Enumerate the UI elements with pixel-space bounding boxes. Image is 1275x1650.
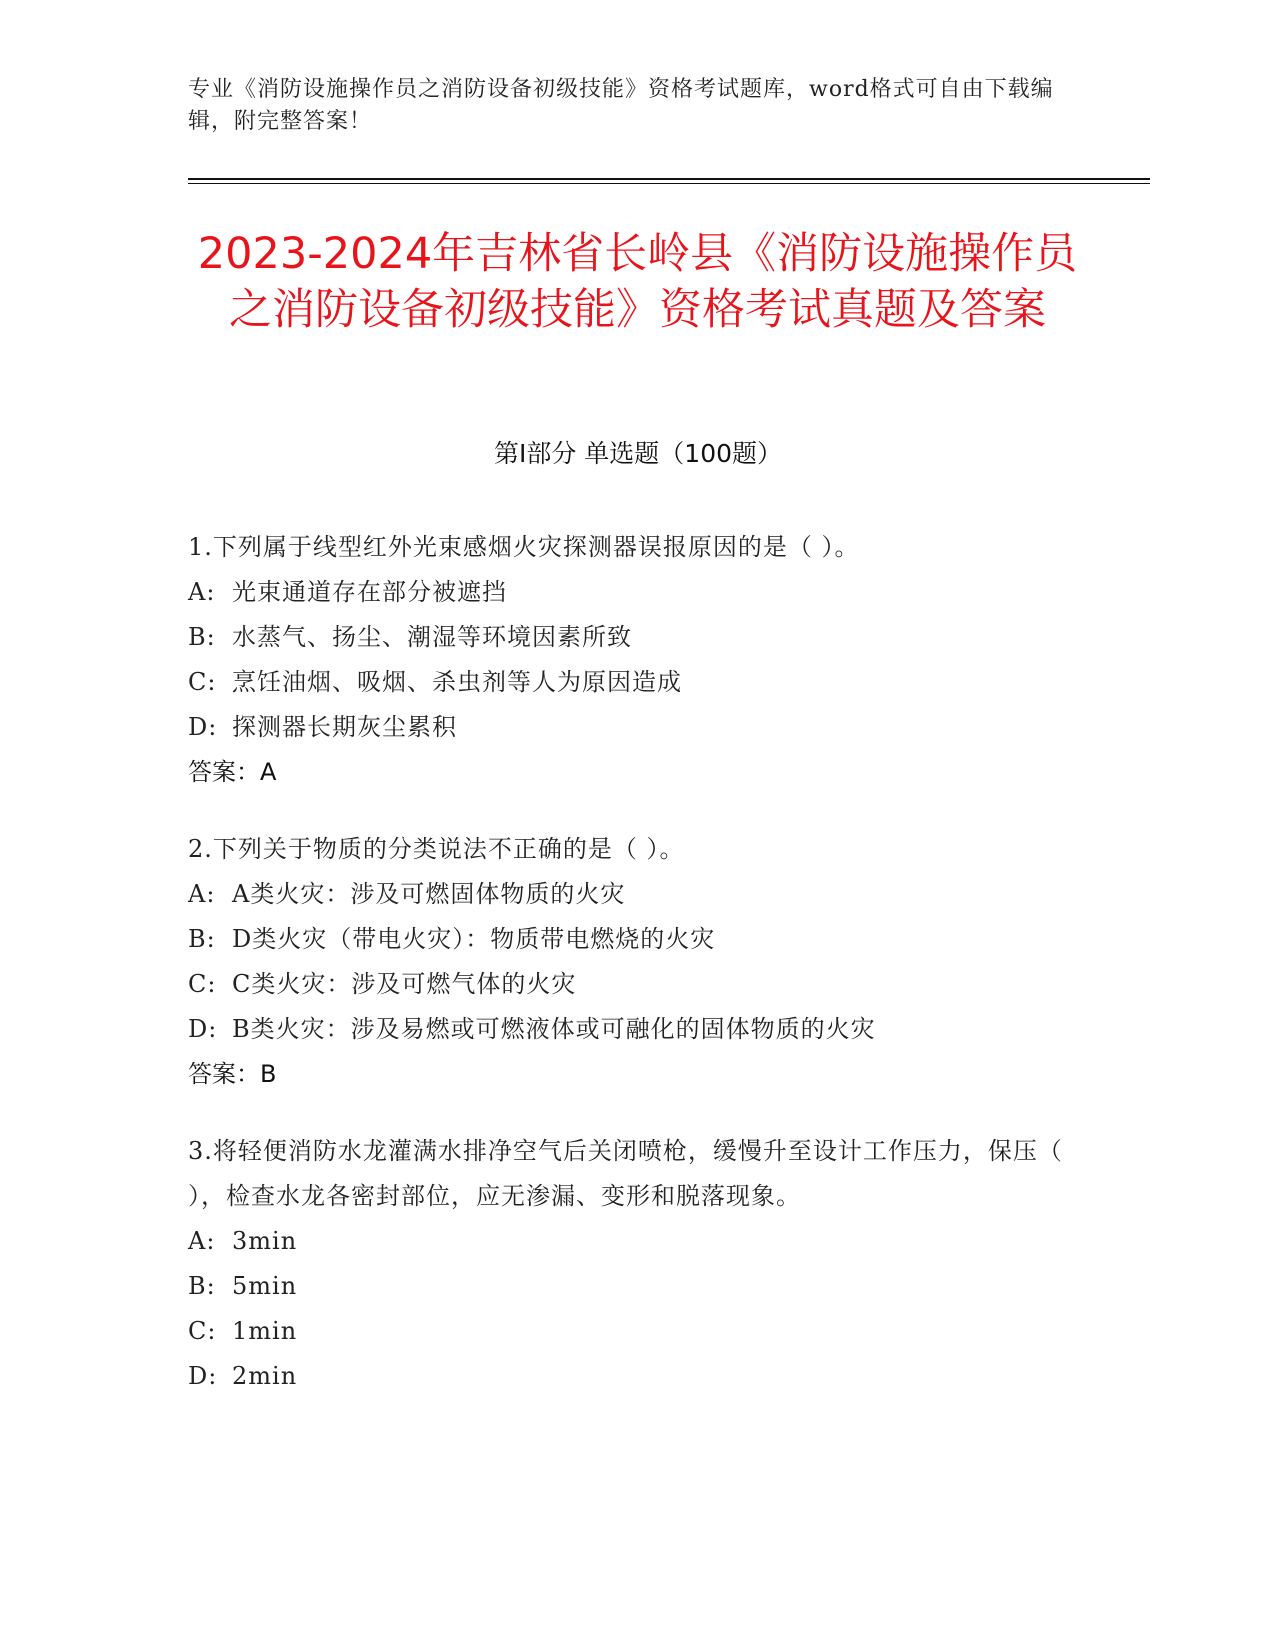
option-text: B类火灾：涉及易燃或可燃液体或可融化的固体物质的火灾 — [232, 1015, 876, 1043]
option-c — [188, 962, 1068, 1007]
option-a — [188, 1219, 1068, 1264]
question-list — [188, 525, 1068, 1431]
option-d — [188, 1354, 1068, 1399]
option-d — [188, 1007, 1068, 1052]
option-b — [188, 1264, 1068, 1309]
option-c — [188, 1309, 1068, 1354]
option-c — [188, 660, 1068, 705]
option-label: D: — [188, 713, 218, 741]
option-label: A: — [188, 1227, 216, 1255]
option-label: B: — [188, 623, 216, 651]
option-text: 5min — [232, 1272, 298, 1300]
option-label: C: — [188, 1317, 217, 1345]
option-label: A: — [188, 880, 216, 908]
option-text: 1min — [232, 1317, 298, 1345]
option-label: C: — [188, 668, 217, 696]
option-text: C类火灾：涉及可燃气体的火灾 — [232, 970, 577, 998]
answer-line: 答案：A — [188, 758, 277, 786]
option-label: C: — [188, 970, 217, 998]
option-label: A: — [188, 578, 216, 606]
question-1 — [188, 525, 1068, 795]
option-text: 水蒸气、扬尘、潮湿等环境因素所致 — [232, 623, 632, 651]
option-text: 3min — [232, 1227, 298, 1255]
option-label: B: — [188, 1272, 216, 1300]
document-title: 2023-2024年吉林省长岭县《消防设施操作员之消防设备初级技能》资格考试真题及答案 — [197, 229, 1078, 335]
option-text: 2min — [232, 1362, 298, 1390]
option-text: 探测器长期灰尘累积 — [232, 713, 457, 741]
question-stem: 2.下列关于物质的分类说法不正确的是（ ）。 — [188, 835, 685, 863]
header-note: 专业《消防设施操作员之消防设备初级技能》资格考试题库，word格式可自由下载编辑，附完整答案！ — [188, 77, 1054, 134]
option-a — [188, 570, 1068, 615]
header-divider-thin — [188, 183, 1150, 184]
option-b — [188, 917, 1068, 962]
question-3 — [188, 1129, 1068, 1399]
question-2 — [188, 827, 1068, 1097]
option-text: 烹饪油烟、吸烟、杀虫剂等人为原因造成 — [232, 668, 682, 696]
section-heading: 第Ⅰ部分 单选题（100题） — [493, 439, 783, 468]
option-text: A类火灾：涉及可燃固体物质的火灾 — [232, 880, 626, 908]
option-label: B: — [188, 925, 216, 953]
question-stem: 3.将轻便消防水龙灌满水排净空气后关闭喷枪，缓慢升至设计工作压力，保压（ ），检查水龙各密封部位，应无渗漏、变形和脱落现象。 — [188, 1137, 1063, 1210]
option-label: D: — [188, 1015, 218, 1043]
option-d — [188, 705, 1068, 750]
header-divider-thick — [188, 178, 1150, 180]
option-b — [188, 615, 1068, 660]
option-a — [188, 872, 1068, 917]
option-text: 光束通道存在部分被遮挡 — [232, 578, 507, 606]
option-text: D类火灾（带电火灾）：物质带电燃烧的火灾 — [232, 925, 716, 953]
option-label: D: — [188, 1362, 218, 1390]
question-stem: 1.下列属于线型红外光束感烟火灾探测器误报原因的是（ ）。 — [188, 533, 860, 561]
answer-line: 答案：B — [188, 1060, 277, 1088]
